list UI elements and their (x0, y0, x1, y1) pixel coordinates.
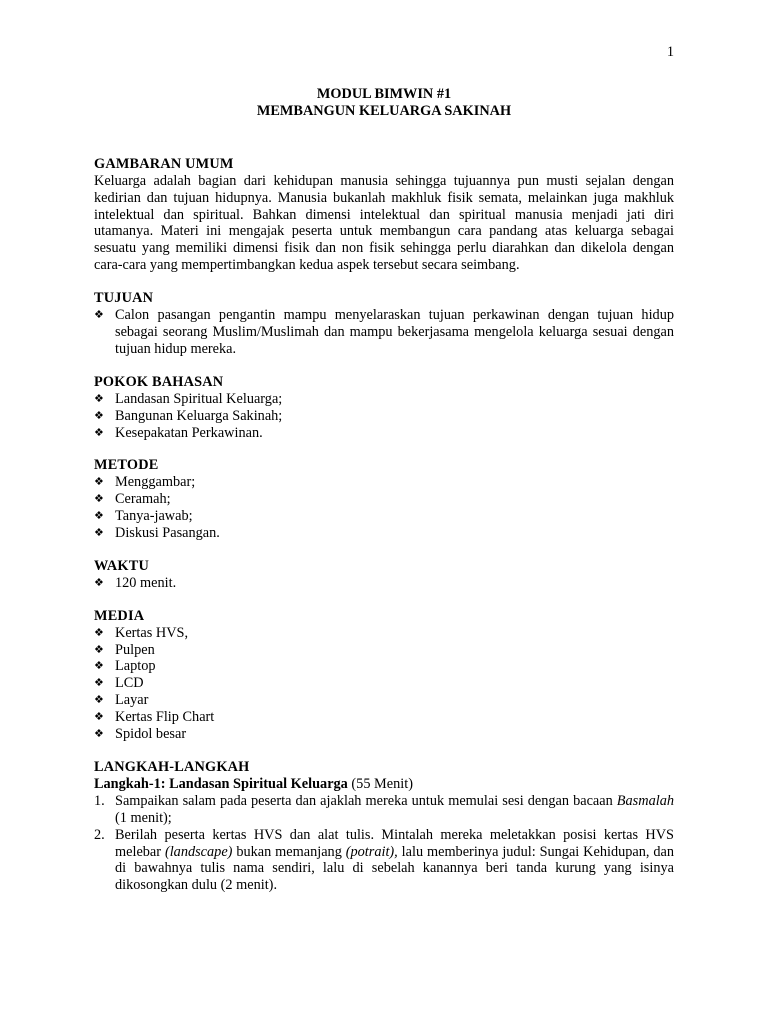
tujuan-list (94, 307, 674, 358)
list-item: ❖ 120 menit. (94, 574, 177, 591)
section-heading-pokok: POKOK BAHASAN (94, 373, 224, 390)
list-item: ❖ Calon pasangan pengantin mampu menyelaraskan tujuan perkawinan dengan tujuan hidup sebagai seorang Muslim/Muslimah dan mampu bekerjasama mengelola keluarga sesuai dengan tujuan hidup mereka. (94, 307, 674, 357)
list-item: ❖ Tanya-jawab; (94, 508, 193, 525)
diamond-bullet-icon: ❖ (94, 509, 104, 523)
section-heading-tujuan: TUJUAN (94, 290, 154, 307)
diamond-bullet-icon: ❖ (94, 659, 104, 673)
section-heading-waktu: WAKTU (94, 557, 150, 574)
diamond-bullet-icon: ❖ (94, 425, 104, 439)
list-item: ❖ Landasan Spiritual Keluarga; (94, 390, 283, 407)
step-item: 1. Sampaikan salam pada peserta dan ajaklah mereka untuk memulai sesi dengan bacaan Basmalah (1 menit); (94, 792, 674, 826)
list-item: ❖ Kesepakatan Perkawinan. (94, 424, 263, 441)
diamond-bullet-icon: ❖ (94, 408, 104, 422)
diamond-bullet-icon: ❖ (94, 391, 104, 405)
diamond-bullet-icon: ❖ (94, 693, 104, 707)
diamond-bullet-icon: ❖ (94, 625, 104, 639)
metode-list (94, 474, 674, 542)
list-item: ❖ Pulpen (94, 641, 155, 658)
diamond-bullet-icon: ❖ (94, 727, 104, 741)
list-item: ❖ LCD (94, 675, 144, 692)
diamond-bullet-icon: ❖ (94, 676, 104, 690)
diamond-bullet-icon: ❖ (94, 308, 104, 322)
list-item: ❖ Kertas Flip Chart (94, 709, 215, 726)
step-item: 2. Berilah peserta kertas HVS dan alat tulis. Mintalah mereka meletakkan posisi kertas HVS melebar (landscape) bukan memanjang (potrait), lalu memberinya judul: Sungai Kehidupan, dan di bawahnya tulis nama sendiri, lalu di sebelah kanannya beri tanda kurung yang isinya dikosongkan dulu (2 menit). (94, 826, 674, 894)
page-number: 1 (666, 44, 674, 60)
steps-list (94, 793, 674, 894)
section-heading-metode: METODE (94, 457, 159, 474)
diamond-bullet-icon: ❖ (94, 575, 104, 589)
section-heading-media: MEDIA (94, 607, 145, 624)
media-list (94, 625, 674, 743)
diamond-bullet-icon: ❖ (94, 492, 104, 506)
list-item: ❖ Layar (94, 692, 149, 709)
section-heading-gambaran: GAMBARAN UMUM (94, 155, 234, 172)
module-subtitle: MEMBANGUN KELUARGA SAKINAH (256, 102, 512, 119)
module-title: MODUL BIMWIN #1 (316, 86, 452, 102)
list-item: ❖ Spidol besar (94, 726, 187, 743)
diamond-bullet-icon: ❖ (94, 475, 104, 489)
document-body (94, 86, 674, 894)
section-heading-langkah: LANGKAH-LANGKAH (94, 759, 250, 775)
list-item: ❖ Ceramah; (94, 491, 171, 508)
diamond-bullet-icon: ❖ (94, 526, 104, 540)
gambaran-paragraph: Keluarga adalah bagian dari kehidupan manusia sehingga tujuannya pun musti sejalan dengan kedirian dan tujuan hidupnya. Manusia bukanlah makhluk fisik semata, melainkan juga makhluk intelektual dan spiritual. Bahkan dimensi intelektual dan spiritual manusia menjadi jati diri utamanya. Materi ini mengajak peserta untuk membangun cara pandang atas keluarga sebagai sesuatu yang memiliki dimensi fisik dan non fisik sehingga perlu diarahkan dan dikelola dengan cara-cara yang mempertimbangkan kedua aspek tersebut secara seimbang. (94, 172, 674, 274)
step-subheading: Langkah-1: Landasan Spiritual Keluarga (55 Menit) (94, 775, 413, 792)
diamond-bullet-icon: ❖ (94, 642, 104, 656)
list-item: ❖ Diskusi Pasangan. (94, 525, 220, 542)
pokok-list (94, 391, 674, 442)
diamond-bullet-icon: ❖ (94, 710, 104, 724)
list-item: ❖ Menggambar; (94, 474, 196, 491)
list-item: ❖ Kertas HVS, (94, 624, 189, 641)
waktu-list (94, 575, 674, 592)
list-item: ❖ Laptop (94, 658, 156, 675)
list-item: ❖ Bangunan Keluarga Sakinah; (94, 407, 283, 424)
